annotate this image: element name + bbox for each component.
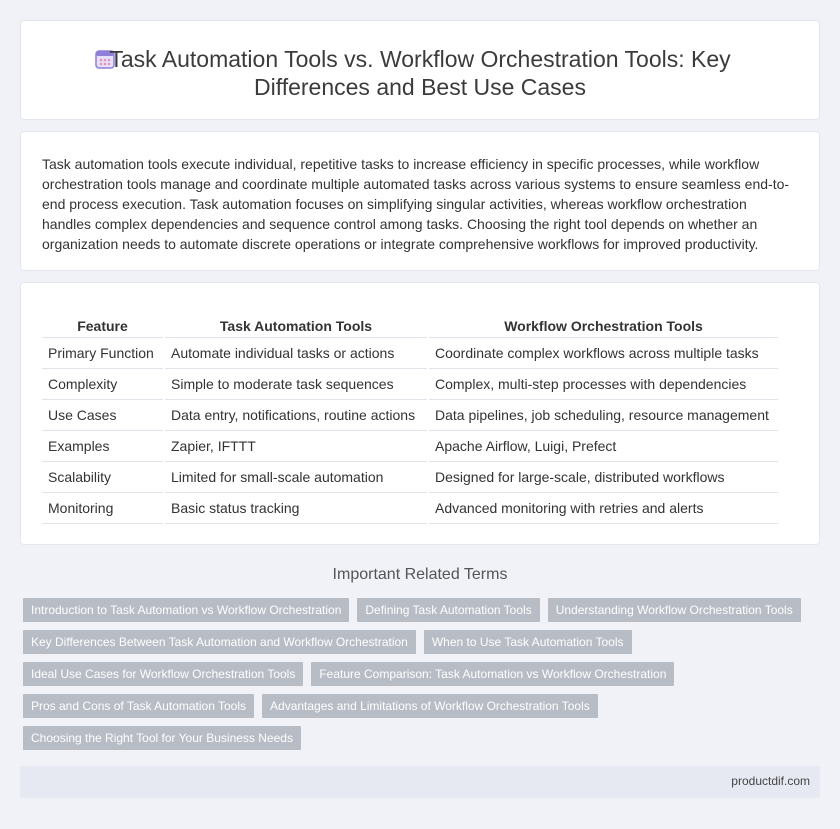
table-row [42, 461, 778, 492]
cell-task-automation: Basic status tracking [164, 492, 428, 523]
related-term-tag[interactable]: Introduction to Task Automation vs Workflow Orchestration [23, 598, 349, 622]
header-workflow-orchestration: Workflow Orchestration Tools [428, 313, 778, 337]
intro-card [20, 131, 820, 271]
cell-task-automation: Simple to moderate task sequences [164, 368, 428, 399]
cell-workflow-orchestration: Data pipelines, job scheduling, resource management [428, 399, 778, 430]
header-task-automation: Task Automation Tools [164, 313, 428, 337]
table-row [42, 430, 778, 461]
comparison-card [20, 282, 820, 545]
cell-workflow-orchestration: Advanced monitoring with retries and alerts [428, 492, 778, 523]
header-card [20, 20, 820, 120]
related-term-tag[interactable]: Ideal Use Cases for Workflow Orchestration Tools [23, 662, 303, 686]
related-term-tag[interactable]: Understanding Workflow Orchestration Tools [548, 598, 801, 622]
cell-feature: Scalability [42, 461, 164, 492]
cell-workflow-orchestration: Coordinate complex workflows across multiple tasks [428, 337, 778, 368]
related-terms-list [23, 598, 823, 750]
table-row [42, 337, 778, 368]
cell-feature: Complexity [42, 368, 164, 399]
footer-site-name[interactable]: productdif.com [731, 774, 810, 788]
related-term-tag[interactable]: Key Differences Between Task Automation and Workflow Orchestration [23, 630, 416, 654]
intro-paragraph: Task automation tools execute individual, repetitive tasks to increase efficiency in specific processes, while workflow orchestration tools manage and coordinate multiple automated tasks across various systems to ensure seamless end-to-end process execution. Task automation focuses on simplifying singular activities, whereas workflow orchestration handles complex dependencies and sequence control among tasks. Choosing the right tool depends on whether an organization needs to automate discrete operations or integrate comprehensive workflows for improved productivity. [42, 156, 790, 252]
cell-workflow-orchestration: Complex, multi-step processes with dependencies [428, 368, 778, 399]
related-term-tag[interactable]: Advantages and Limitations of Workflow Orchestration Tools [262, 694, 598, 718]
table-row [42, 492, 778, 523]
cell-workflow-orchestration: Designed for large-scale, distributed workflows [428, 461, 778, 492]
cell-feature: Use Cases [42, 399, 164, 430]
related-term-tag[interactable]: When to Use Task Automation Tools [424, 630, 632, 654]
header-feature: Feature [42, 313, 164, 337]
page-title-line1: Task Automation Tools vs. Workflow Orchestration Tools: Key [109, 46, 731, 72]
page-title [21, 45, 819, 101]
cell-task-automation: Data entry, notifications, routine actions [164, 399, 428, 430]
table-header-row [42, 313, 778, 337]
page-title-line2: Differences and Best Use Cases [254, 74, 586, 100]
cell-task-automation: Limited for small-scale automation [164, 461, 428, 492]
footer [20, 766, 820, 798]
related-term-tag[interactable]: Pros and Cons of Task Automation Tools [23, 694, 254, 718]
cell-feature: Primary Function [42, 337, 164, 368]
cell-task-automation: Zapier, IFTTT [164, 430, 428, 461]
related-term-tag[interactable]: Choosing the Right Tool for Your Business Needs [23, 726, 301, 750]
comparison-table [42, 313, 778, 524]
cell-task-automation: Automate individual tasks or actions [164, 337, 428, 368]
cell-workflow-orchestration: Apache Airflow, Luigi, Prefect [428, 430, 778, 461]
related-term-tag[interactable]: Feature Comparison: Task Automation vs Workflow Orchestration [311, 662, 674, 686]
table-row [42, 368, 778, 399]
cell-feature: Monitoring [42, 492, 164, 523]
related-term-tag[interactable]: Defining Task Automation Tools [357, 598, 539, 622]
related-terms-title: Important Related Terms [332, 566, 508, 583]
table-row [42, 399, 778, 430]
cell-feature: Examples [42, 430, 164, 461]
